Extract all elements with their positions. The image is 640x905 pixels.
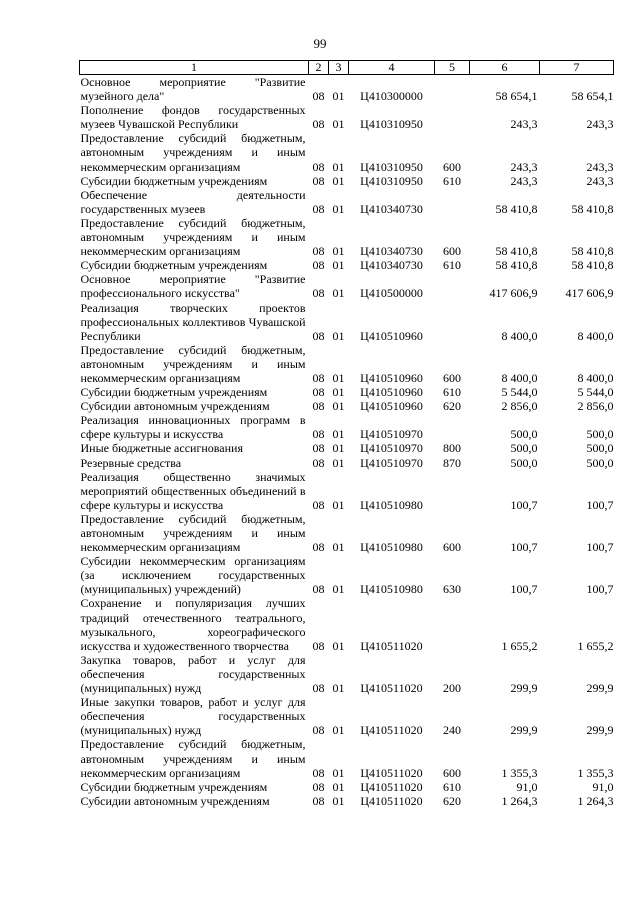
page-number: 99 [313,36,327,51]
row-amount-total-cell: 1 655,2 [577,638,614,653]
row-expense-type-cell: 600 [443,244,461,259]
row-name-cell: Иные бюджетные ассигнования [80,441,243,456]
row-target-code-cell: Ц410510960 [360,370,423,385]
row-section-cell: 08 [312,159,325,174]
row-amount-cell: 417 606,9 [489,286,538,301]
column-header: 2 [309,61,329,75]
row-expense-type-cell [435,75,470,104]
row-subsection-cell: 01 [332,201,345,216]
row-expense-type-cell: 870 [443,455,461,470]
row-amount-cell: 58 654,1 [495,89,538,104]
row-name-cell: Предоставление субсидий бюджетным, автономным учреждениям и иным некоммерческим организациям [80,342,306,385]
row-target-code-cell: Ц410510970 [360,441,423,456]
column-header: 1 [80,61,309,75]
row-expense-type-cell: 620 [443,793,461,808]
row-section-cell: 08 [312,370,325,385]
row-subsection-cell: 01 [332,497,345,512]
row-section-cell: 08 [312,681,325,696]
row-subsection-cell: 01 [332,681,345,696]
column-header: 5 [435,61,470,75]
row-name-cell: Реализация инновационных программ в сфере культуры и искусства [80,413,306,442]
table-row [80,653,614,695]
row-expense-type-cell [435,470,470,512]
table-row [80,301,614,343]
row-section-cell: 08 [312,779,325,794]
row-subsection-cell: 01 [332,427,345,442]
row-section-cell: 08 [312,286,325,301]
row-name-cell: Субсидии некоммерческим организациям (за исключением государственных (муниципальных) учреждений) [80,554,306,597]
row-name-cell: Закупка товаров, работ и услуг для обеспечения государственных (муниципальных) нужд [80,652,306,696]
row-subsection-cell: 01 [332,328,345,343]
row-amount-cell: 243,3 [510,159,538,174]
row-name-cell: Иные закупки товаров, работ и услуг для обеспечения государственных (муниципальных) нужд [80,695,306,738]
row-expense-type-cell: 800 [443,441,461,456]
row-amount-total-cell: 1 355,3 [577,765,614,780]
row-amount-total-cell: 5 544,0 [577,385,614,400]
row-name-cell: Субсидии бюджетным учреждениям [80,173,268,188]
row-amount-total-cell: 58 410,8 [571,244,614,259]
row-amount-cell: 243,3 [510,173,538,188]
row-section-cell: 08 [312,765,325,780]
table-row [80,780,614,794]
row-subsection-cell: 01 [332,159,345,174]
row-subsection-cell: 01 [332,638,345,653]
row-section-cell: 08 [312,427,325,442]
row-section-cell: 08 [312,328,325,343]
row-expense-type-cell: 200 [443,681,461,696]
table-row [80,512,614,554]
row-section-cell: 08 [312,540,325,555]
row-expense-type-cell [435,188,470,216]
row-target-code-cell: Ц410310950 [360,117,423,132]
row-expense-type-cell: 610 [443,173,461,188]
column-header: 7 [540,61,614,75]
row-name-cell: Реализация общественно значимых мероприятий общественных объединений в сфере культуры и искусства [80,469,306,512]
row-target-code-cell: Ц410340730 [360,201,423,216]
row-target-code-cell: Ц410511020 [360,723,423,738]
row-subsection-cell: 01 [332,173,345,188]
row-amount-cell: 8 400,0 [501,328,538,343]
row-section-cell: 08 [312,723,325,738]
row-name-cell: Предоставление субсидий бюджетным, автономным учреждениям и иным некоммерческим организациям [80,131,306,174]
row-target-code-cell: Ц410310950 [360,173,423,188]
table-row [80,188,614,216]
row-section-cell: 08 [312,497,325,512]
row-expense-type-cell: 610 [443,258,461,273]
row-subsection-cell: 01 [332,399,345,414]
row-name-cell: Основное мероприятие "Развитие профессионального искусства" [80,272,306,301]
table-row [80,470,614,512]
table-body [80,75,614,808]
table-row [80,441,614,455]
row-amount-total-cell: 500,0 [586,441,614,456]
row-expense-type-cell: 620 [443,399,461,414]
table-row [80,343,614,385]
table-row [80,174,614,188]
table-row [80,413,614,441]
row-section-cell: 08 [312,117,325,132]
row-amount-total-cell: 1 264,3 [577,793,614,808]
row-subsection-cell: 01 [332,779,345,794]
row-amount-cell: 500,0 [510,427,538,442]
row-target-code-cell: Ц410510960 [360,385,423,400]
row-name-cell: Субсидии автономным учреждениям [80,399,270,414]
table-row [80,103,614,131]
row-amount-total-cell: 500,0 [586,455,614,470]
row-target-code-cell: Ц410510960 [360,328,423,343]
row-subsection-cell: 01 [332,117,345,132]
row-expense-type-cell [435,413,470,441]
row-name-cell: Предоставление субсидий бюджетным, автономным учреждениям и иным некоммерческим организациям [80,215,306,259]
row-amount-total-cell: 100,7 [586,582,614,597]
row-amount-cell: 243,3 [510,117,538,132]
row-name-cell: Предоставление субсидий бюджетным, автономным учреждениям и иным некоммерческим организациям [80,737,306,780]
row-section-cell: 08 [312,455,325,470]
row-expense-type-cell: 610 [443,385,461,400]
row-name-cell: Пополнение фондов государственных музеев Чувашской Республики [80,103,306,132]
row-expense-type-cell [435,103,470,131]
row-name-cell: Основное мероприятие "Развитие музейного дела" [80,75,306,104]
row-amount-cell: 100,7 [510,582,538,597]
table-row [80,258,614,272]
row-amount-cell: 8 400,0 [501,370,538,385]
row-target-code-cell: Ц410510980 [360,540,423,555]
row-name-cell: Сохранение и популяризация лучших традиций отечественного театрального, музыкального, хореографического искусства и художественного творчества [80,596,306,653]
row-target-code-cell: Ц410511020 [360,765,423,780]
row-target-code-cell: Ц410511020 [360,638,423,653]
row-subsection-cell: 01 [332,441,345,456]
row-amount-cell: 100,7 [510,540,538,555]
table-row [80,399,614,413]
row-name-cell: Реализация творческих проектов профессиональных коллективов Чувашской Республики [80,300,306,343]
row-amount-total-cell: 91,0 [592,779,614,794]
row-target-code-cell: Ц410310950 [360,159,423,174]
row-expense-type-cell [435,272,470,300]
row-amount-cell: 299,9 [510,723,538,738]
row-expense-type-cell: 600 [443,370,461,385]
column-number-header-row [80,61,614,75]
table-row [80,75,614,104]
row-subsection-cell: 01 [332,765,345,780]
row-section-cell: 08 [312,793,325,808]
row-amount-total-cell: 100,7 [586,497,614,512]
row-amount-cell: 500,0 [510,441,538,456]
row-target-code-cell: Ц410510980 [360,582,423,597]
row-amount-cell: 5 544,0 [501,385,538,400]
row-expense-type-cell: 600 [443,540,461,555]
row-amount-cell: 58 410,8 [495,258,538,273]
row-subsection-cell: 01 [332,89,345,104]
row-amount-total-cell: 243,3 [586,173,614,188]
row-section-cell: 08 [312,638,325,653]
row-subsection-cell: 01 [332,582,345,597]
row-expense-type-cell [435,301,470,343]
row-target-code-cell: Ц410300000 [360,89,423,104]
row-amount-cell: 100,7 [510,497,538,512]
table-row [80,131,614,173]
row-target-code-cell: Ц410510960 [360,399,423,414]
row-amount-cell: 299,9 [510,681,538,696]
row-amount-total-cell: 8 400,0 [577,370,614,385]
row-section-cell: 08 [312,441,325,456]
row-target-code-cell: Ц410510980 [360,497,423,512]
row-amount-cell: 1 655,2 [501,638,538,653]
row-subsection-cell: 01 [332,455,345,470]
row-amount-cell: 500,0 [510,455,538,470]
row-target-code-cell: Ц410340730 [360,258,423,273]
row-amount-total-cell: 243,3 [586,117,614,132]
table-row [80,272,614,300]
row-subsection-cell: 01 [332,540,345,555]
row-name-cell: Предоставление субсидий бюджетным, автономным учреждениям и иным некоммерческим организациям [80,511,306,555]
row-expense-type-cell: 240 [443,723,461,738]
table-row [80,456,614,470]
row-amount-cell: 1 264,3 [501,793,538,808]
row-subsection-cell: 01 [332,793,345,808]
row-amount-total-cell: 243,3 [586,159,614,174]
row-expense-type-cell: 630 [443,582,461,597]
row-amount-total-cell: 299,9 [586,681,614,696]
row-subsection-cell: 01 [332,286,345,301]
row-name-cell: Обеспечение деятельности государственных музеев [80,187,306,216]
table-row [80,794,614,808]
row-amount-total-cell: 58 410,8 [571,201,614,216]
row-expense-type-cell: 610 [443,779,461,794]
column-header: 3 [329,61,349,75]
row-amount-cell: 2 856,0 [501,399,538,414]
table-row [80,385,614,399]
table-row [80,554,614,596]
row-name-cell: Субсидии автономным учреждениям [80,793,270,808]
row-target-code-cell: Ц410511020 [360,681,423,696]
row-section-cell: 08 [312,89,325,104]
row-subsection-cell: 01 [332,244,345,259]
row-amount-total-cell: 417 606,9 [565,286,614,301]
row-name-cell: Субсидии бюджетным учреждениям [80,258,268,273]
row-amount-cell: 91,0 [516,779,538,794]
row-name-cell: Субсидии бюджетным учреждениям [80,385,268,400]
row-amount-cell: 58 410,8 [495,201,538,216]
row-target-code-cell: Ц410510970 [360,455,423,470]
row-amount-total-cell: 2 856,0 [577,399,614,414]
row-section-cell: 08 [312,244,325,259]
row-amount-total-cell: 100,7 [586,540,614,555]
table-row [80,216,614,258]
row-name-cell: Резервные средства [80,455,182,470]
table-row [80,596,614,652]
row-target-code-cell: Ц410511020 [360,779,423,794]
row-section-cell: 08 [312,201,325,216]
budget-table [79,60,614,808]
row-name-cell: Субсидии бюджетным учреждениям [80,779,268,794]
row-section-cell: 08 [312,385,325,400]
row-subsection-cell: 01 [332,370,345,385]
row-amount-cell: 1 355,3 [501,765,538,780]
row-target-code-cell: Ц410511020 [360,793,423,808]
row-subsection-cell: 01 [332,723,345,738]
row-expense-type-cell [435,596,470,652]
row-subsection-cell: 01 [332,385,345,400]
row-amount-total-cell: 299,9 [586,723,614,738]
row-amount-total-cell: 8 400,0 [577,328,614,343]
row-target-code-cell: Ц410510970 [360,427,423,442]
row-section-cell: 08 [312,258,325,273]
row-amount-total-cell: 58 654,1 [571,89,614,104]
row-section-cell: 08 [312,173,325,188]
row-subsection-cell: 01 [332,258,345,273]
table-row [80,695,614,737]
row-target-code-cell: Ц410340730 [360,244,423,259]
column-header: 4 [349,61,435,75]
row-section-cell: 08 [312,399,325,414]
row-amount-cell: 58 410,8 [495,244,538,259]
row-amount-total-cell: 58 410,8 [571,258,614,273]
row-target-code-cell: Ц410500000 [360,286,423,301]
row-expense-type-cell: 600 [443,765,461,780]
row-amount-total-cell: 500,0 [586,427,614,442]
column-header: 6 [470,61,540,75]
row-expense-type-cell: 600 [443,159,461,174]
row-section-cell: 08 [312,582,325,597]
table-row [80,737,614,779]
